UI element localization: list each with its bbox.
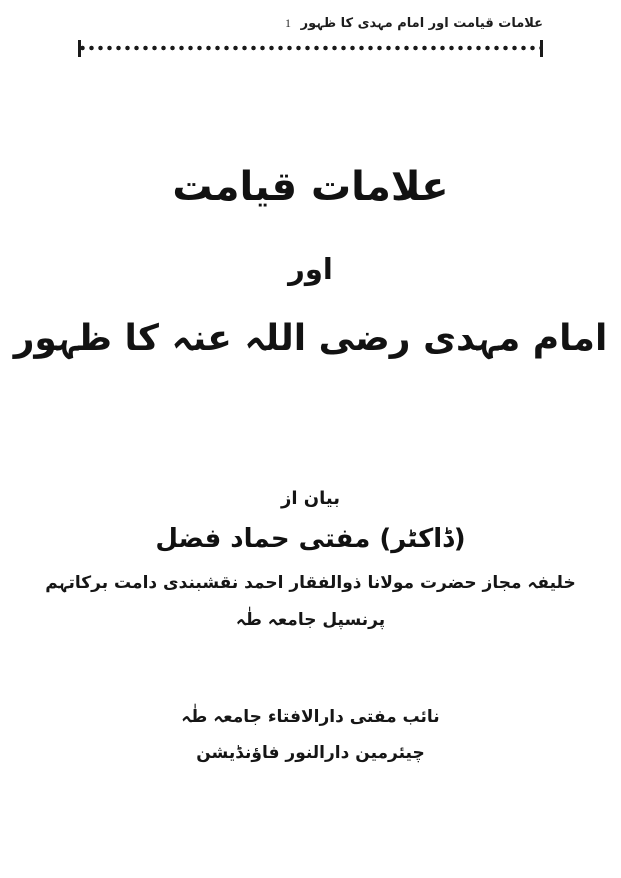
author-role-chairman: چیئرمین دارالنور فاؤنڈیشن — [196, 743, 425, 763]
author-name: (ڈاکٹر) مفتی حماد فضل — [155, 524, 466, 555]
byline-label: بیان از — [280, 488, 341, 509]
dotted-line — [78, 44, 543, 52]
page-number: 1 — [285, 16, 291, 30]
author-credential-primary: خلیفہ مجاز حضرت مولانا ذوالفقار احمد نقشبندی دامت برکاتہم — [45, 573, 576, 594]
author-role-mufti: نائب مفتی دارالافتاء جامعہ طٰہ — [181, 707, 440, 727]
book-title-conjunction: اور — [288, 252, 333, 286]
book-title-line-2: امام مہدی رضی اللہ عنہ کا ظہور — [13, 318, 608, 359]
title-block — [0, 160, 621, 359]
book-title-line-1: علامات قیامت — [172, 164, 449, 210]
author-block — [0, 487, 621, 630]
header-dotted-rule — [78, 44, 543, 52]
running-header-title: علامات قیامت اور امام مہدی کا ظہور — [300, 16, 543, 31]
author-credential-secondary: پرنسپل جامعہ طٰہ — [235, 610, 386, 631]
page-header — [78, 14, 543, 44]
author-roles-block — [0, 706, 621, 763]
